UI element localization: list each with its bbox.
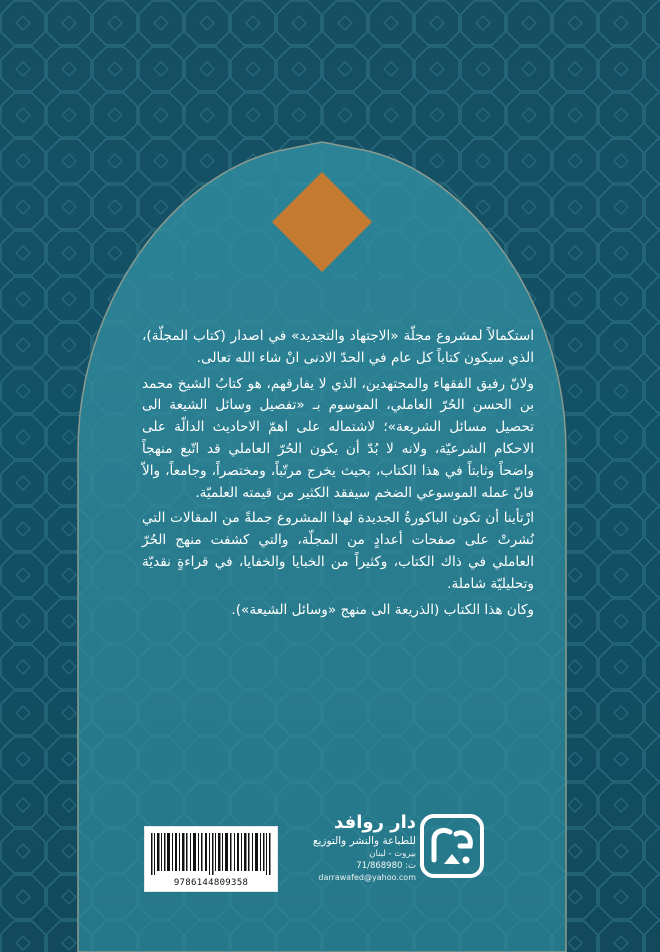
rawafed-logo-icon [420, 814, 484, 878]
blurb-paragraph-2: ولانّ رفيق الفقهاء والمجتهدين، الذي لا يفارقهم، هو كتابُ الشيخ محمد بن الحسن الحُرّ العاملي، الموسوم بـ «تفصيل وسائل الشيعة الى تحصيل مسائل الشريعة»؛ لاشتماله على اهمّ الاحاديث الدالّة على الاحكام الشرعيّة، ولانه لا بُدّ أن يكون الحُرّ العاملي قد اتّبع منهجاً واضحاً وثابتاً في هذا الكتاب، بحيث يخرج مرتّباً، ومختصراً، وجامعاً، والاّ فانّ عمله الموسوعي الضخم سيفقد الكثير من قيمته العلميّة. [142, 375, 534, 501]
publisher-phone: ت: 71/868980 [356, 861, 416, 871]
back-cover-blurb [142, 326, 534, 625]
isbn-barcode [144, 826, 278, 892]
publisher-email: darrawafed@yahoo.com [318, 873, 416, 882]
publisher-name: دار روافد [334, 812, 416, 833]
barcode-bars [151, 833, 271, 875]
blurb-paragraph-3: ارْتأينا أن تكون الباكورةُ الجديدة لهذا المشروع جملةً من المقالات التي نُشرتْ على صفحات أعدادٍ من المجلّة، والتي كشفت منهج الحُرّ العاملي في ذاك الكتاب، وكثيراً من الخبايا والخفايا، في قراءةٍ نقديّة وتحليليّة شاملة. [142, 510, 534, 592]
publisher-info [294, 812, 416, 884]
blurb-paragraph-4: وكان هذا الكتاب (الذريعة الى منهج «وسائل الشيعة»). [231, 601, 534, 618]
isbn-number: 9786144809358 [173, 878, 249, 888]
publisher-city: بيروت - لبنان [369, 849, 416, 859]
blurb-paragraph-1: استكمالاً لمشروع مجلّة «الاجتهاد والتجديد» في اصدار (كتاب المجلّة)، الذي سيكون كتاباً كل عام في الحدّ الادنى انْ شاء الله تعالى. [142, 328, 534, 366]
publisher-subtitle: للطباعة والنشر والتوزيع [312, 835, 416, 847]
